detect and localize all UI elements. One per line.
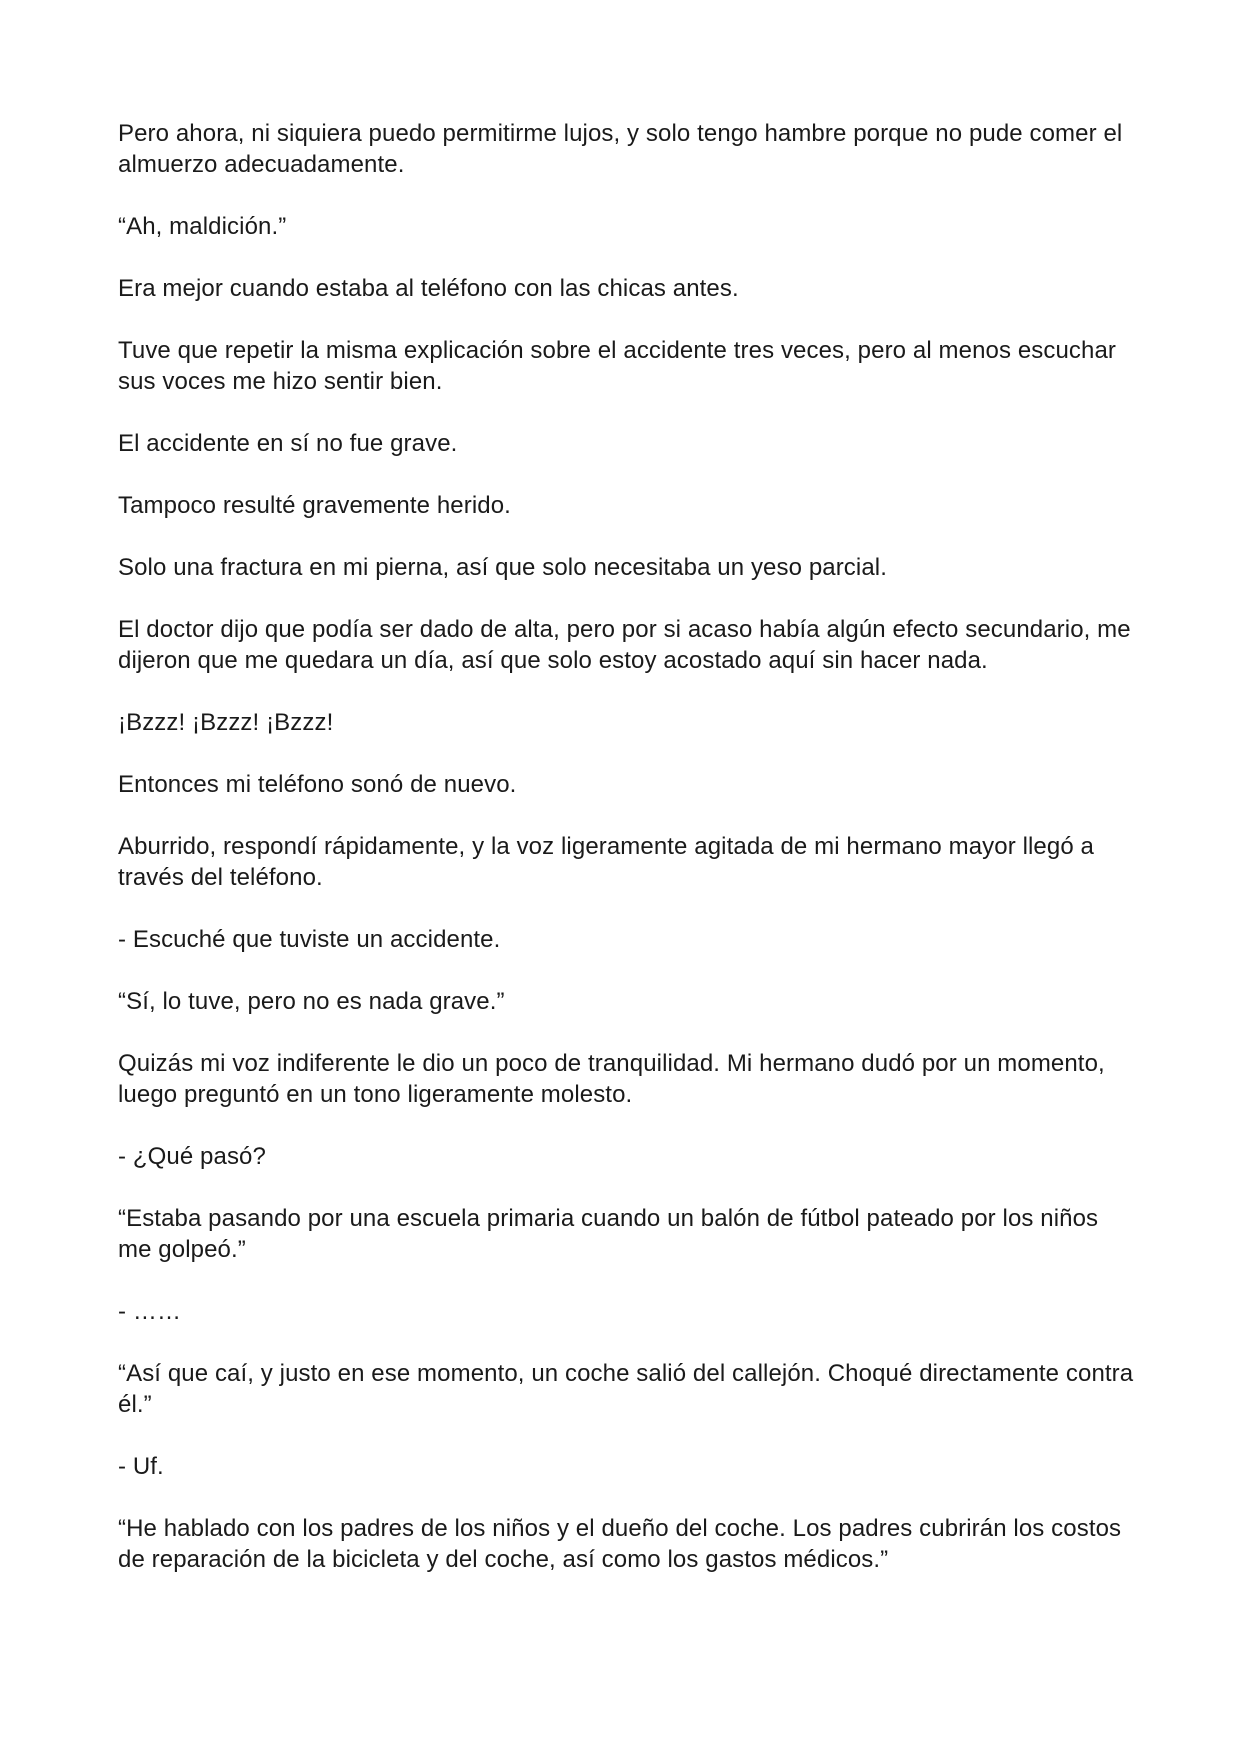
paragraph-spacer xyxy=(118,397,1138,428)
document-body xyxy=(118,118,1138,1575)
paragraph: Tuve que repetir la misma explicación sobre el accidente tres veces, pero al menos escuchar sus voces me hizo sentir bien. xyxy=(118,337,1117,395)
paragraph-spacer xyxy=(118,242,1138,273)
paragraph-spacer xyxy=(118,459,1138,490)
paragraph: Solo una fractura en mi pierna, así que solo necesitaba un yeso parcial. xyxy=(118,554,887,581)
paragraph: - …… xyxy=(118,1298,182,1325)
paragraph-spacer xyxy=(118,304,1138,335)
paragraph-spacer xyxy=(118,893,1138,924)
paragraph: Entonces mi teléfono sonó de nuevo. xyxy=(118,771,517,798)
paragraph: Quizás mi voz indiferente le dio un poco de tranquilidad. Mi hermano dudó por un momento, luego preguntó en un tono ligeramente molesto. xyxy=(118,1050,1105,1108)
paragraph-spacer xyxy=(118,800,1138,831)
paragraph: “Ah, maldición.” xyxy=(118,213,287,240)
paragraph: Pero ahora, ni siquiera puedo permitirme lujos, y solo tengo hambre porque no pude comer el almuerzo adecuadamente. xyxy=(118,120,1123,178)
paragraph: “Sí, lo tuve, pero no es nada grave.” xyxy=(118,988,505,1015)
paragraph-spacer xyxy=(118,676,1138,707)
paragraph: - ¿Qué pasó? xyxy=(118,1143,266,1170)
paragraph-spacer xyxy=(118,1017,1138,1048)
paragraph-spacer xyxy=(118,1110,1138,1141)
paragraph-spacer xyxy=(118,1420,1138,1451)
paragraph: “Así que caí, y justo en ese momento, un coche salió del callejón. Choqué directamente contra él.” xyxy=(118,1360,1134,1418)
paragraph-spacer xyxy=(118,955,1138,986)
paragraph: El doctor dijo que podía ser dado de alta, pero por si acaso había algún efecto secundario, me dijeron que me quedara un día, así que solo estoy acostado aquí sin hacer nada. xyxy=(118,616,1131,674)
paragraph: “Estaba pasando por una escuela primaria cuando un balón de fútbol pateado por los niños me golpeó.” xyxy=(118,1205,1099,1263)
paragraph-spacer xyxy=(118,1327,1138,1358)
paragraph: - Uf. xyxy=(118,1453,164,1480)
paragraph-spacer xyxy=(118,738,1138,769)
paragraph-spacer xyxy=(118,583,1138,614)
paragraph: Era mejor cuando estaba al teléfono con las chicas antes. xyxy=(118,275,739,302)
paragraph: El accidente en sí no fue grave. xyxy=(118,430,458,457)
paragraph-spacer xyxy=(118,521,1138,552)
paragraph-spacer xyxy=(118,180,1138,211)
paragraph: Tampoco resulté gravemente herido. xyxy=(118,492,511,519)
paragraph-spacer xyxy=(118,1172,1138,1203)
paragraph: - Escuché que tuviste un accidente. xyxy=(118,926,501,953)
paragraph: ¡Bzzz! ¡Bzzz! ¡Bzzz! xyxy=(118,709,334,736)
paragraph-spacer xyxy=(118,1482,1138,1513)
paragraph: “He hablado con los padres de los niños y el dueño del coche. Los padres cubrirán los costos de reparación de la bicicleta y del coche, así como los gastos médicos.” xyxy=(118,1515,1122,1573)
paragraph-spacer xyxy=(118,1265,1138,1296)
paragraph: Aburrido, respondí rápidamente, y la voz ligeramente agitada de mi hermano mayor llegó a través del teléfono. xyxy=(118,833,1094,891)
